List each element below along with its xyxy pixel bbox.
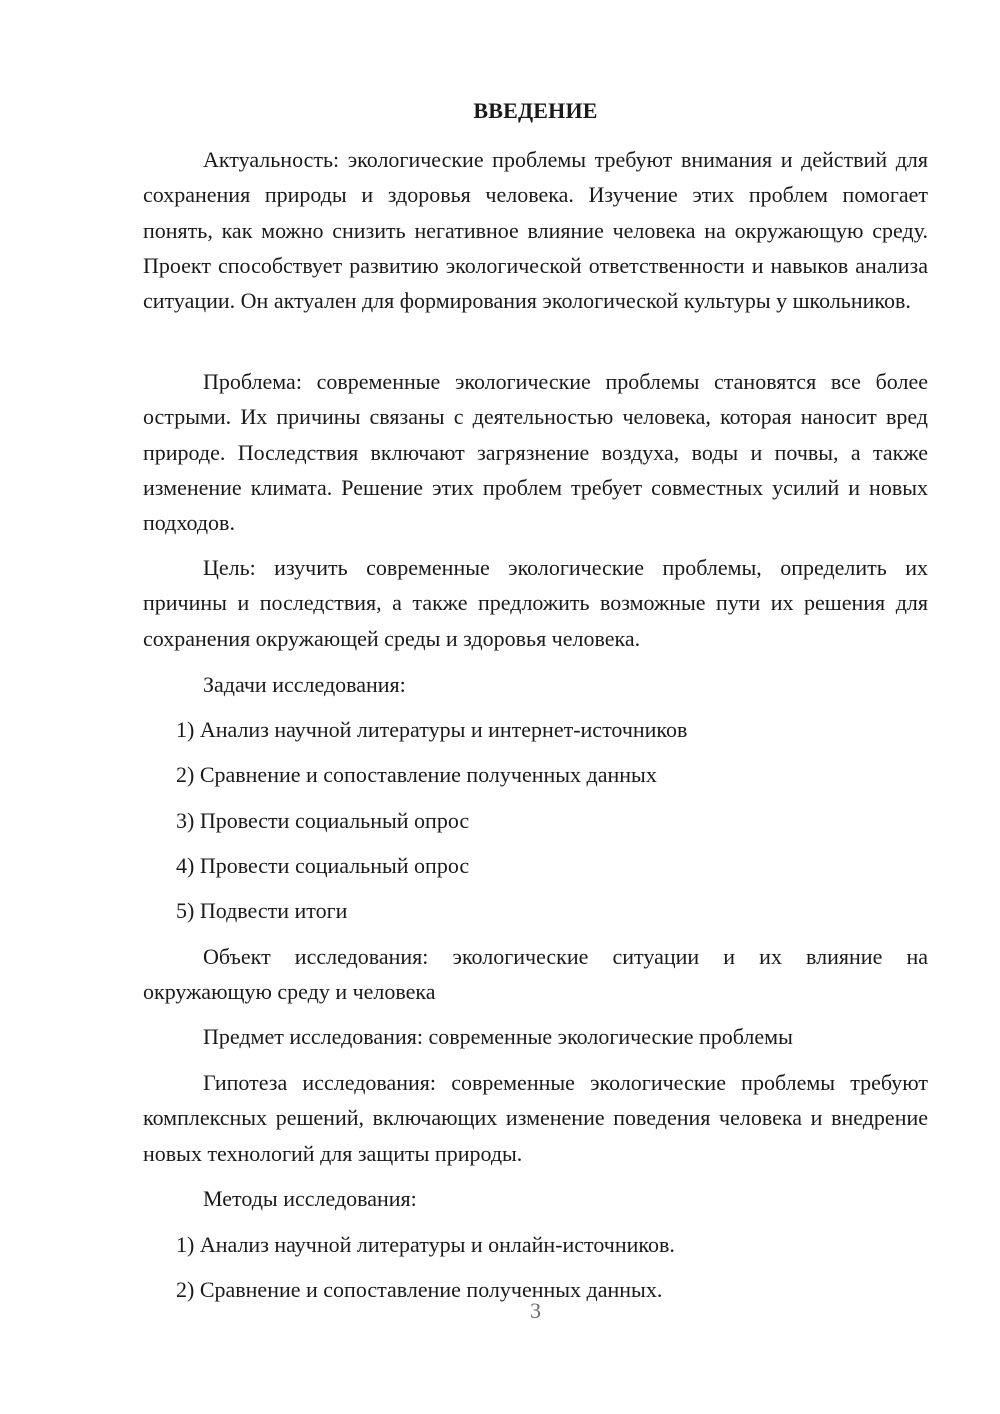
goal-paragraph: Цель: изучить современные экологические проблемы, определить их причины и последствия, а также предложить возможные пути их решения для сохранения окружающей среды и здоровья человека. (143, 555, 928, 651)
hypothesis-paragraph: Гипотеза исследования: современные экологические проблемы требуют комплексных решений, включающих изменение поведения человека и внедрение новых технологий для защиты природы. (143, 1070, 928, 1166)
method-item: 1) Анализ научной литературы и онлайн-источников. (176, 1232, 675, 1257)
task-item: 2) Сравнение и сопоставление полученных данных (176, 762, 657, 787)
task-item: 3) Провести социальный опрос (176, 808, 470, 833)
tasks-heading: Задачи исследования: (203, 672, 406, 697)
relevance-paragraph: Актуальность: экологические проблемы требуют внимания и действий для сохранения природы и здоровья человека. Изучение этих проблем помогает понять, как можно снизить негативное влияние человека на окружающую среду. Проект способствует развитию экологической ответственности и навыков анализа ситуации. Он актуален для формирования экологической культуры у школьников. (143, 147, 928, 314)
object-paragraph: Объект исследования: экологические ситуации и их влияние на окружающую среду и человека (143, 944, 928, 1005)
subject-line: Предмет исследования: современные экологические проблемы (203, 1024, 793, 1049)
problem-paragraph: Проблема: современные экологические проблемы становятся все более острыми. Их причины связаны с деятельностью человека, которая наносит вред природе. Последствия включают загрязнение воздуха, воды и почвы, а также изменение климата. Решение этих проблем требует совместных усилий и новых подходов. (143, 369, 928, 536)
task-item: 4) Провести социальный опрос (176, 853, 470, 878)
task-item: 5) Подвести итоги (176, 898, 348, 923)
section-title: ВВЕДЕНИЕ (473, 98, 598, 123)
task-item: 1) Анализ научной литературы и интернет-источников (176, 717, 688, 742)
methods-heading: Методы исследования: (203, 1186, 417, 1211)
method-item: 2) Сравнение и сопоставление полученных данных. (176, 1277, 663, 1302)
page-number: 3 (530, 1298, 541, 1323)
